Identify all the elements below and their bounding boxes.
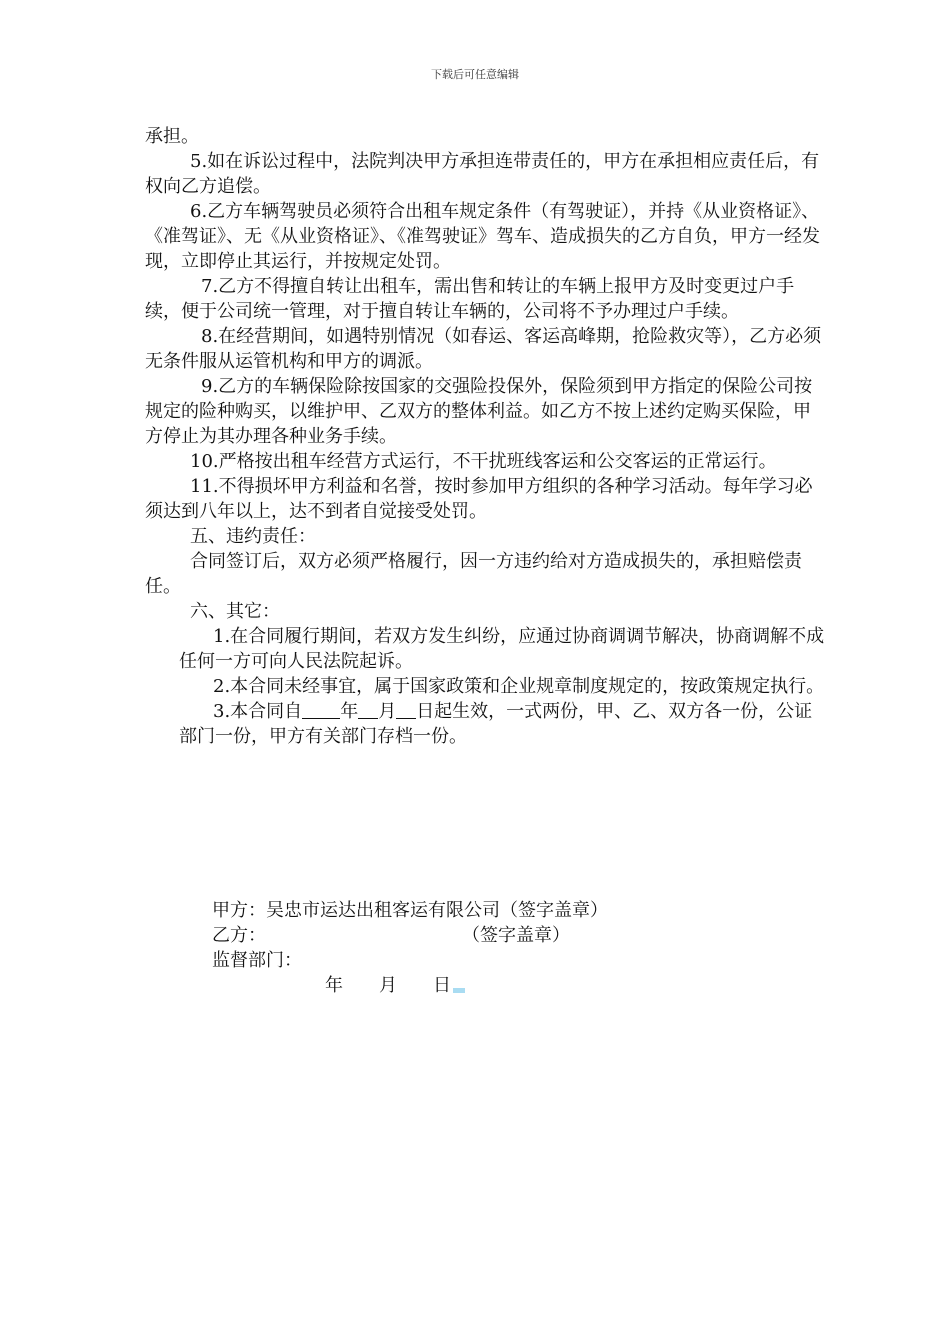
date-year: 年 [325,975,343,996]
section-breach-heading: 五、违约责任： [190,526,316,547]
clause-11: 11.不得损坏甲方利益和名誉，按时参加甲方组织的各种学习活动。每年学习必须达到八年以上，达不到者自觉接受处罚。 [145,476,813,522]
date-day: 日 [433,975,451,996]
clause-3-rest: 日起生效，一式两份，甲、乙、双方各一份，公证部门一份，甲方有关部门存档一份。 [179,701,813,747]
clause-3-prefix: 3.本合同自 [213,701,303,722]
clause-8: 8.在经营期间，如遇特别情况（如春运、客运高峰期，抢险救灾等），乙方必须无条件服从运管机构和甲方的调派。 [145,326,822,372]
clause-5: 5.如在诉讼过程中，法院判决甲方承担连带责任的，甲方在承担相应责任后，有权向乙方追偿。 [145,151,820,197]
others-clause-3 [145,699,825,749]
clause-7: 7.乙方不得擅自转让出租车，需出售和转让的车辆上报甲方及时变更过户手续，便于公司统一管理，对于擅自转让车辆的，公司将不予办理过户手续。 [145,276,795,322]
party-b-signature [212,923,570,948]
section-breach-text: 合同签订后，双方必须严格履行，因一方违约给对方造成损失的，承担赔偿责任。 [145,551,802,597]
year-blank[interactable] [302,700,340,719]
page-header: 下载后可任意编辑 [431,68,519,81]
paragraph-continuation: 承担。 [145,126,199,147]
signature-date [325,973,465,998]
clause-6: 6.乙方车辆驾驶员必须符合出租车规定条件（有驾驶证），并持《从业资格证》、《准驾证》、无《从业资格证》、《准驾驶证》驾车、造成损失的乙方自负，甲方一经发现，立即停止其运行，并按规定处罚。 [145,201,820,272]
others-clause-1: 1.在合同履行期间，若双方发生纠纷，应通过协商调调节解决，协商调解不成任何一方可向人民法院起诉。 [179,626,825,672]
contract-body [145,124,825,749]
clause-3-year: 年 [340,701,359,722]
party-a-signature: 甲方：吴忠市运达出租客运有限公司（签字盖章） [212,900,608,921]
others-clause-2: 2.本合同未经事宜，属于国家政策和企业规章制度规定的，按政策规定执行。 [213,676,825,697]
date-month: 月 [379,975,397,996]
party-b-seal: （签字盖章） [462,925,570,946]
clause-3-month: 月 [378,701,397,722]
text-cursor-highlight [453,988,465,993]
day-blank[interactable] [396,700,416,719]
supervisor-signature: 监督部门： [212,950,302,971]
clause-10: 10.严格按出租车经营方式运行，不干扰班线客运和公交客运的正常运行。 [190,451,777,472]
month-blank[interactable] [358,700,378,719]
party-b-label: 乙方： [212,925,266,946]
section-others-heading: 六、其它： [190,601,280,622]
clause-9: 9.乙方的车辆保险除按国家的交强险投保外，保险须到甲方指定的保险公司按规定的险种购买，以维护甲、乙双方的整体利益。如乙方不按上述约定购买保险，甲方停止为其办理各种业务手续。 [145,376,813,447]
